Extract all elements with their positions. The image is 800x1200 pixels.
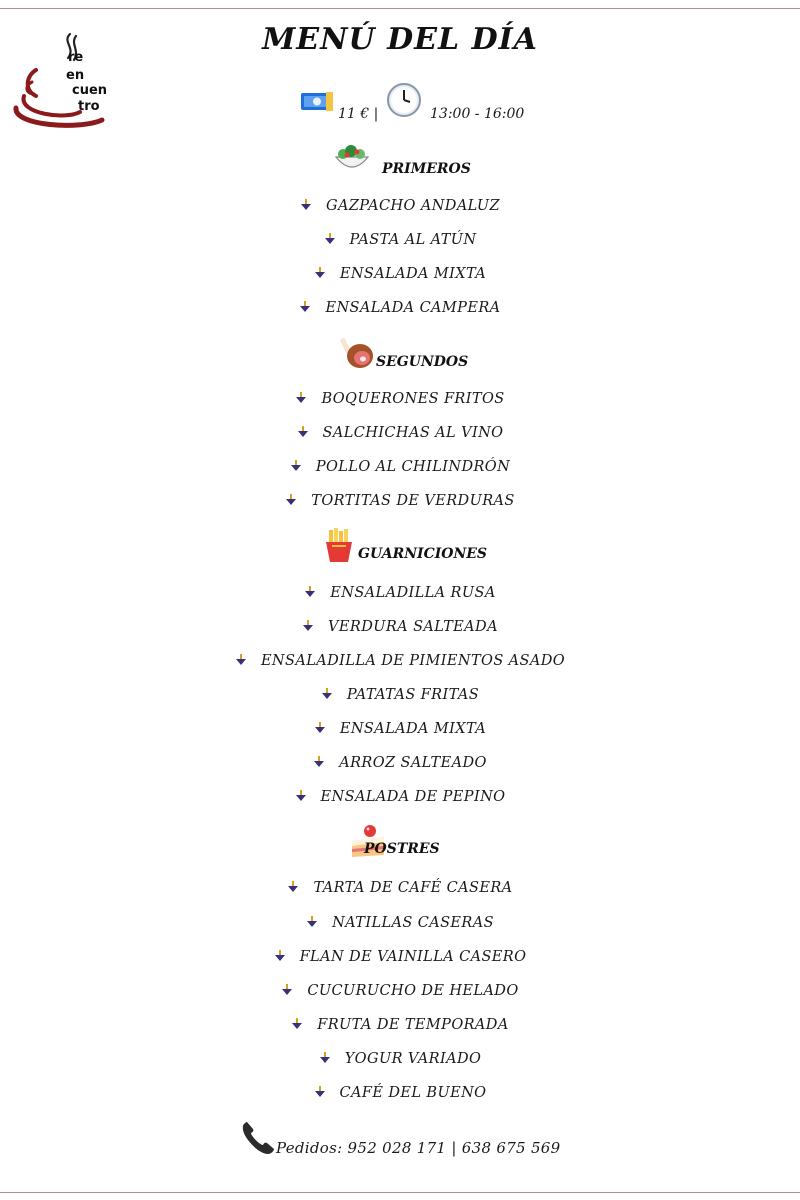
logo-word-4: tro — [78, 99, 100, 114]
menu-item-label: POLLO AL CHILINDRÓN — [315, 459, 511, 475]
salad-icon — [334, 143, 370, 173]
menu-item-label: NATILLAS CASERAS — [332, 915, 494, 931]
menu-item-label: ENSALADILLA RUSA — [330, 585, 496, 601]
page-title: MENÚ DEL DÍA — [262, 22, 538, 57]
section-segundos-label: SEGUNDOS — [376, 354, 469, 370]
menu-item-label: YOGUR VARIADO — [344, 1051, 482, 1067]
arrow-bullet-icon — [235, 654, 247, 666]
menu-item-label: ENSALADA MIXTA — [339, 721, 487, 737]
menu-item-label: TARTA DE CAFÉ CASERA — [313, 880, 513, 896]
menu-item-label: FRUTA DE TEMPORADA — [317, 1017, 509, 1033]
menu-item-label: CUCURUCHO DE HELADO — [307, 983, 519, 999]
menu-item — [0, 1051, 800, 1067]
arrow-bullet-icon — [300, 199, 312, 211]
menu-item — [0, 880, 800, 896]
menu-item-label: PATATAS FRITAS — [346, 687, 480, 703]
menu-item-label: ENSALADA CAMPERA — [325, 300, 501, 316]
arrow-bullet-icon — [313, 756, 325, 768]
banknote-icon — [300, 91, 334, 111]
meat-icon — [340, 336, 376, 372]
menu-item — [0, 789, 800, 805]
arrow-bullet-icon — [287, 881, 299, 893]
menu-item — [0, 391, 800, 407]
section-guarniciones-label: GUARNICIONES — [358, 546, 488, 562]
hours-text: 13:00 - 16:00 — [430, 106, 525, 122]
menu-item — [0, 619, 800, 635]
menu-item-label: CAFÉ DEL BUENO — [339, 1085, 487, 1101]
arrow-bullet-icon — [274, 950, 286, 962]
menu-item — [0, 983, 800, 999]
menu-item — [0, 653, 800, 669]
menu-item — [0, 493, 800, 509]
section-primeros-label: PRIMEROS — [382, 161, 471, 177]
menu-item-label: FLAN DE VAINILLA CASERO — [299, 949, 527, 965]
logo-word-2: en — [66, 68, 85, 83]
fries-icon — [322, 528, 356, 564]
menu-item — [0, 1085, 800, 1101]
arrow-bullet-icon — [319, 1052, 331, 1064]
bottom-border-line — [0, 1192, 800, 1193]
menu-item-label: ARROZ SALTEADO — [339, 755, 487, 771]
menu-item — [0, 425, 800, 441]
clock-icon — [386, 82, 422, 118]
logo-word-1: re — [68, 50, 84, 65]
menu-item — [0, 459, 800, 475]
arrow-bullet-icon — [302, 620, 314, 632]
menu-item-label: SALCHICHAS AL VINO — [322, 425, 504, 441]
arrow-bullet-icon — [314, 267, 326, 279]
menu-item — [0, 266, 800, 282]
arrow-bullet-icon — [295, 392, 307, 404]
menu-item-label: VERDURA SALTEADA — [328, 619, 498, 635]
menu-item — [0, 949, 800, 965]
arrow-bullet-icon — [299, 301, 311, 313]
menu-item — [0, 755, 800, 771]
menu-item — [0, 198, 800, 214]
arrow-bullet-icon — [290, 460, 302, 472]
logo-word-3: cuen — [72, 83, 108, 98]
arrow-bullet-icon — [281, 984, 293, 996]
menu-item — [0, 300, 800, 316]
arrow-bullet-icon — [304, 586, 316, 598]
arrow-bullet-icon — [306, 916, 318, 928]
menu-item — [0, 1017, 800, 1033]
arrow-bullet-icon — [291, 1018, 303, 1030]
top-border-line — [0, 8, 800, 9]
orders-phone-text: Pedidos: 952 028 171 | 638 675 569 — [276, 1139, 561, 1157]
price-text: 11 € | — [338, 106, 379, 122]
arrow-bullet-icon — [324, 233, 336, 245]
menu-item — [0, 232, 800, 248]
arrow-bullet-icon — [297, 426, 309, 438]
menu-item — [0, 585, 800, 601]
phone-icon — [238, 1118, 278, 1158]
arrow-bullet-icon — [295, 790, 307, 802]
arrow-bullet-icon — [321, 688, 333, 700]
menu-item-label: ENSALADA MIXTA — [339, 266, 487, 282]
menu-item-label: PASTA AL ATÚN — [349, 232, 477, 248]
arrow-bullet-icon — [285, 494, 297, 506]
arrow-bullet-icon — [314, 1086, 326, 1098]
menu-item-label: BOQUERONES FRITOS — [321, 391, 505, 407]
section-postres-label: POSTRES — [364, 841, 440, 857]
menu-item-label: TORTITAS DE VERDURAS — [311, 493, 515, 509]
menu-item — [0, 915, 800, 931]
menu-item-label: ENSALADA DE PEPINO — [320, 789, 506, 805]
menu-item — [0, 721, 800, 737]
menu-item-label: ENSALADILLA DE PIMIENTOS ASADO — [260, 653, 566, 669]
menu-item — [0, 687, 800, 703]
arrow-bullet-icon — [314, 722, 326, 734]
menu-item-label: GAZPACHO ANDALUZ — [325, 198, 501, 214]
